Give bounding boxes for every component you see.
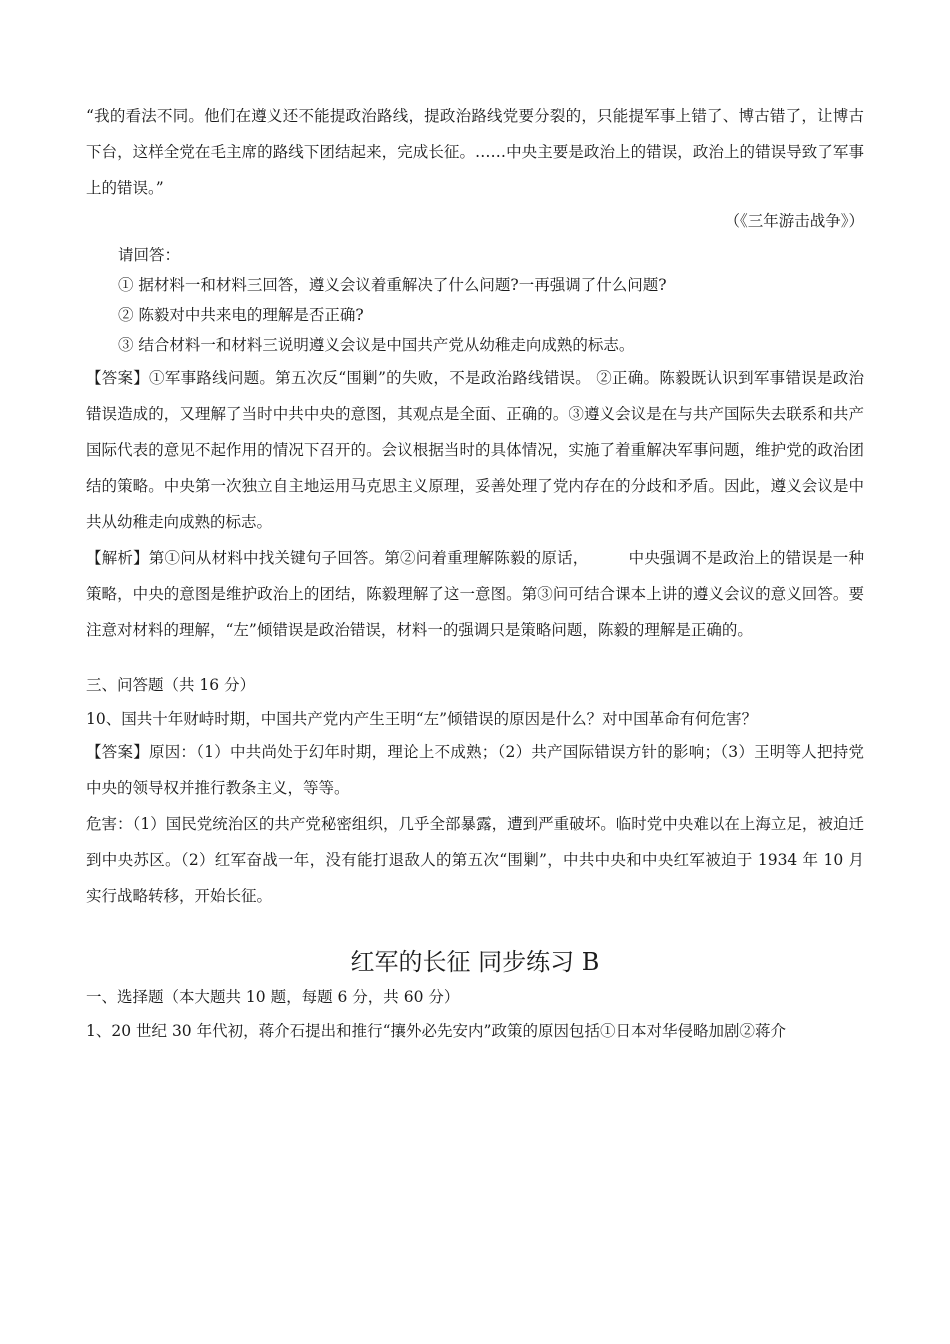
part-b-title: 红军的长征 同步练习 B [350,948,600,976]
quote-source: （《三年游击战争》） [724,212,864,230]
question-3: ③ 结合材料一和材料三说明遵义会议是中国共产党从幼稚走向成熟的标志。 [118,336,635,354]
answer-10: 【答案】原因：（1）中共尚处于幻年时期，理论上不成熟；（2）共产国际错误方针的影响；（3）王明等人把持党中央的领导权并推行教条主义，等等。 [86,743,864,797]
analysis-9-part2: 中央强调不是政治上的错误是一种策略，中央的意图是维护政治上的团结，陈毅理解了这一意图。第③问可结合课本上讲的遵义会议的意义回答。要注意对材料的理解，“左”倾错误是政治错误，材料一的强调只是策略问题，陈毅的理解是正确的。 [86,549,864,639]
part-b-question-1: 1、20 世纪 30 年代初，蒋介石提出和推行“攘外必先安内”政策的原因包括①日本对华侵略加剧②蒋介 [86,1022,786,1040]
question-2: ② 陈毅对中共来电的理解是否正确? [118,306,364,324]
analysis-9 [86,540,864,648]
part-b-section-1: 一、选择题（本大题共 10 题，每题 6 分，共 60 分） [86,988,460,1006]
analysis-9-part1: 【解析】第①问从材料中找关键句子回答。第②问着重理解陈毅的原话， [86,549,589,567]
answer-10-harm: 危害：（1）国民党统治区的共产党秘密组织，几乎全部暴露，遭到严重破坏。临时党中央难以在上海立足，被迫迁到中央苏区。（2）红军奋战一年，没有能打退敌人的第五次“围剿”，中共中央和中央红军被迫于 1934 年 10 月实行战略转移，开始长征。 [86,815,864,905]
quote-text: “我的看法不同。他们在遵义还不能提政治路线，提政治路线党要分裂的，只能提军事上错了、博古错了，让博古下台，这样全党在毛主席的路线下团结起来，完成长征。……中央主要是政治上的错误，政治上的错误导致了军事上的错误。” [86,107,864,197]
questions-prompt: 请回答： [118,246,181,264]
answer-9: 【答案】①军事路线问题。第五次反“围剿”的失败，不是政治路线错误。 ②正确。陈毅既认识到军事错误是政治错误造成的，又理解了当时中共中央的意图，其观点是全面、正确的。③遵义会议是在与共产国际失去联系和共产国际代表的意见不起作用的情况下召开的。会议根据当时的具体情况，实施了着重解决军事问题，维护党的政治团结的策略。中央第一次独立自主地运用马克思主义原理，妥善处理了党内存在的分歧和矛盾。因此，遵义会议是中共从幼稚走向成熟的标志。 [86,369,864,531]
section-3-heading: 三、问答题（共 16 分） [86,676,256,694]
question-1: ① 据材料一和材料三回答，遵义会议着重解决了什么问题?一再强调了什么问题? [118,276,667,294]
question-10: 10、国共十年财峙时期，中国共产党内产生王明“左”倾错误的原因是什么？对中国革命有何危害？ [86,710,758,728]
